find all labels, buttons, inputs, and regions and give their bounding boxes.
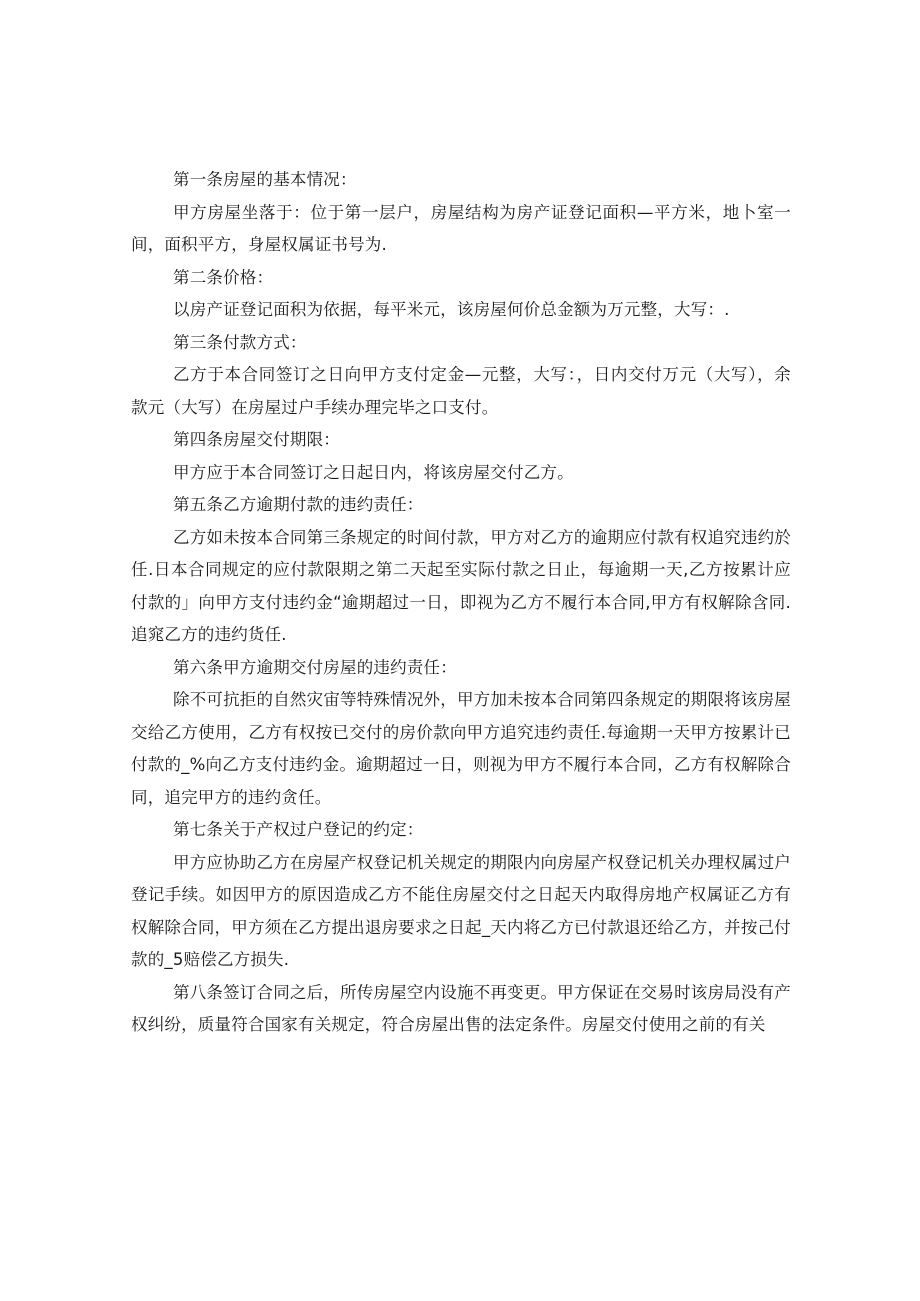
article-6-heading: 第六条甲方逾期交付房屋的违约责任：: [173, 657, 457, 677]
contract-body: [131, 164, 791, 1042]
article-8-text: 第八条签订合同之后，所传房屋空内设施不再变更。甲方保证在交易时该房局没有产权纠纷，质量符合国家有关规定，符合房屋出售的法定条件。房屋交付使用之前的有关: [131, 982, 791, 1034]
article-7-heading: 第七条关于产权过户登记的约定：: [173, 820, 424, 839]
article-5-text: 乙方如未按本合同第三条规定的时间付款，甲方对乙方的逾期应付款有权追究违约於任.日本合同规定的应付款限期之第二天起至实际付款之日止，每逾期一天,乙方按累计应付款的」向甲方支付违约金“逾期超过一日，即视为乙方不履行本合同,甲方有权解除含同.追窕乙方的违约货任.: [131, 527, 791, 644]
article-3-heading: 第三条付款方式：: [173, 332, 307, 352]
article-5-heading: 第五条乙方逾期付款的违约责任：: [173, 495, 424, 514]
article-1-text: 甲方房屋坐落于：位于第一层户，房屋结构为房产证登记面积—平方米，地卜室一间，面积平方，身屋权属证书号为.: [131, 202, 791, 254]
article-1-heading: 第一条房屋的基本情况：: [173, 170, 357, 189]
article-4-heading: 第四条房屋交付期限：: [173, 430, 340, 449]
article-7-text: 甲方应协助乙方在房屋产权登记机关规定的期限内向房屋产权登记机关办理权属过户登记手续。如因甲方的原因造成乙方不能住房屋交付之日起天内取得房地产权属证乙方有权解除合同，甲方须在乙方提出退房要求之日起_天内将乙方已付款退还给乙方，并按己付款的_5赔偿乙方损失.: [131, 852, 791, 969]
article-3-text: 乙方于本合同签订之日向甲方支付定金—元整，大写：，日内交付万元（大写），余款元（大写）在房屋过户手续办理完毕之口支付。: [131, 365, 791, 417]
article-4-text: 甲方应于本合同签订之日起日内，将该房屋交付乙方。: [173, 462, 574, 482]
article-6-text: 除不可抗拒的自然灾宙等特殊情况外，甲方加未按本合同第四条规定的期限将该房屋交给乙方使用，乙方有权按已交付的房价款向甲方追究违约责任.每逾期一天甲方按累计已付款的_%向乙方支付违约金。逾期超过一日，则视为甲方不履行本合同，乙方有权解除合同，追完甲方的违约贪任。: [131, 690, 791, 807]
article-2-text: 以房产证登记面积为依据，每平米元，该房屋何价总金额为万元整，大写：.: [173, 300, 730, 319]
article-2-heading: 第二条价格：: [173, 267, 274, 287]
